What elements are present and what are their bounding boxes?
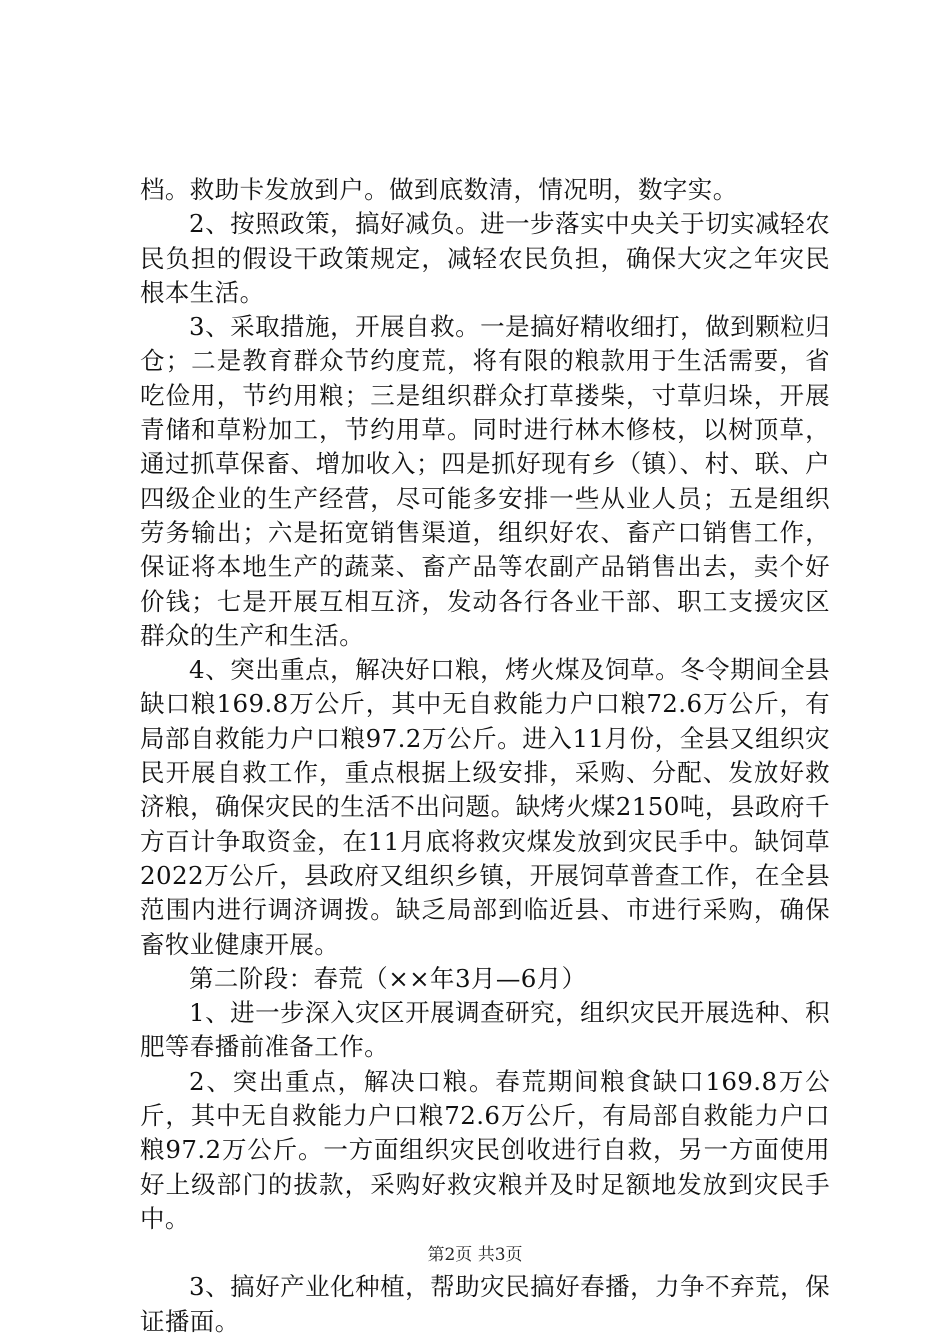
paragraph-stage2-item-1: 1、进一步深入灾区开展调查研究，组织灾民开展选种、积肥等春播前准备工作。 [140, 998, 830, 1062]
paragraph-stage2-item-3: 3、搞好产业化种植，帮助灾民搞好春播，力争不弃荒，保证播面。 [140, 1272, 830, 1336]
paragraph-item-3-self-rescue: 3、采取措施，开展自救。一是搞好精收细打，做到颗粒归仓；二是教育群众节约度荒，将有限的粮款用于生活需要，省吃俭用，节约用粮；三是组织群众打草搂柴，寸草归垛，开展青储和草粉加工，节约用草。同时进行林木修枝，以树顶草，通过抓草保畜、增加收入；四是抓好现有乡（镇）、村、联、户四级企业的生产经营，尽可能多安排一些从业人员；五是组织劳务输出；六是拓宽销售渠道，组织好农、畜产口销售工作，保证将本地生产的蔬菜、畜产品等农副产品销售出去，卖个好价钱；七是开展互相互济，发动各行各业干部、职工支援灾区群众的生产和生活。 [140, 312, 830, 650]
page-number-footer: 第2页 共3页 [427, 1245, 523, 1265]
paragraph-continuation: 档。救助卡发放到户。做到底数清，情况明，数字实。 [140, 175, 738, 204]
paragraph-item-2-policy: 2、按照政策，搞好减负。进一步落实中央关于切实减轻农民负担的假设干政策规定，减轻农民负担，确保大灾之年灾民根本生活。 [140, 209, 830, 307]
document-body [140, 173, 830, 1339]
paragraph-stage2-item-2: 2、突出重点，解决口粮。春荒期间粮食缺口169.8万公斤，其中无自救能力户口粮72.6万公斤，有局部自救能力户口粮97.2万公斤。一方面组织灾民创收进行自救，另一方面使用好上级部门的拔款，采购好救灾粮并及时足额地发放到灾民手中。 [140, 1066, 830, 1233]
paragraph-item-4-key-points: 4、突出重点，解决好口粮，烤火煤及饲草。冬令期间全县缺口粮169.8万公斤，其中无自救能力户口粮72.6万公斤，有局部自救能力户口粮97.2万公斤。进入11月份，全县又组织灾民开展自救工作，重点根据上级安排，采购、分配、发放好救济粮，确保灾民的生活不出问题。缺烤火煤2150吨，县政府千方百计争取资金，在11月底将救灾煤发放到灾民手中。缺饲草2022万公斤，县政府又组织乡镇，开展饲草普查工作，在全县范围内进行调济调拨。缺乏局部到临近县、市进行采购，确保畜牧业健康开展。 [140, 655, 830, 959]
section-heading-stage-two: 第二阶段：春荒（××年3月—6月） [189, 963, 587, 993]
